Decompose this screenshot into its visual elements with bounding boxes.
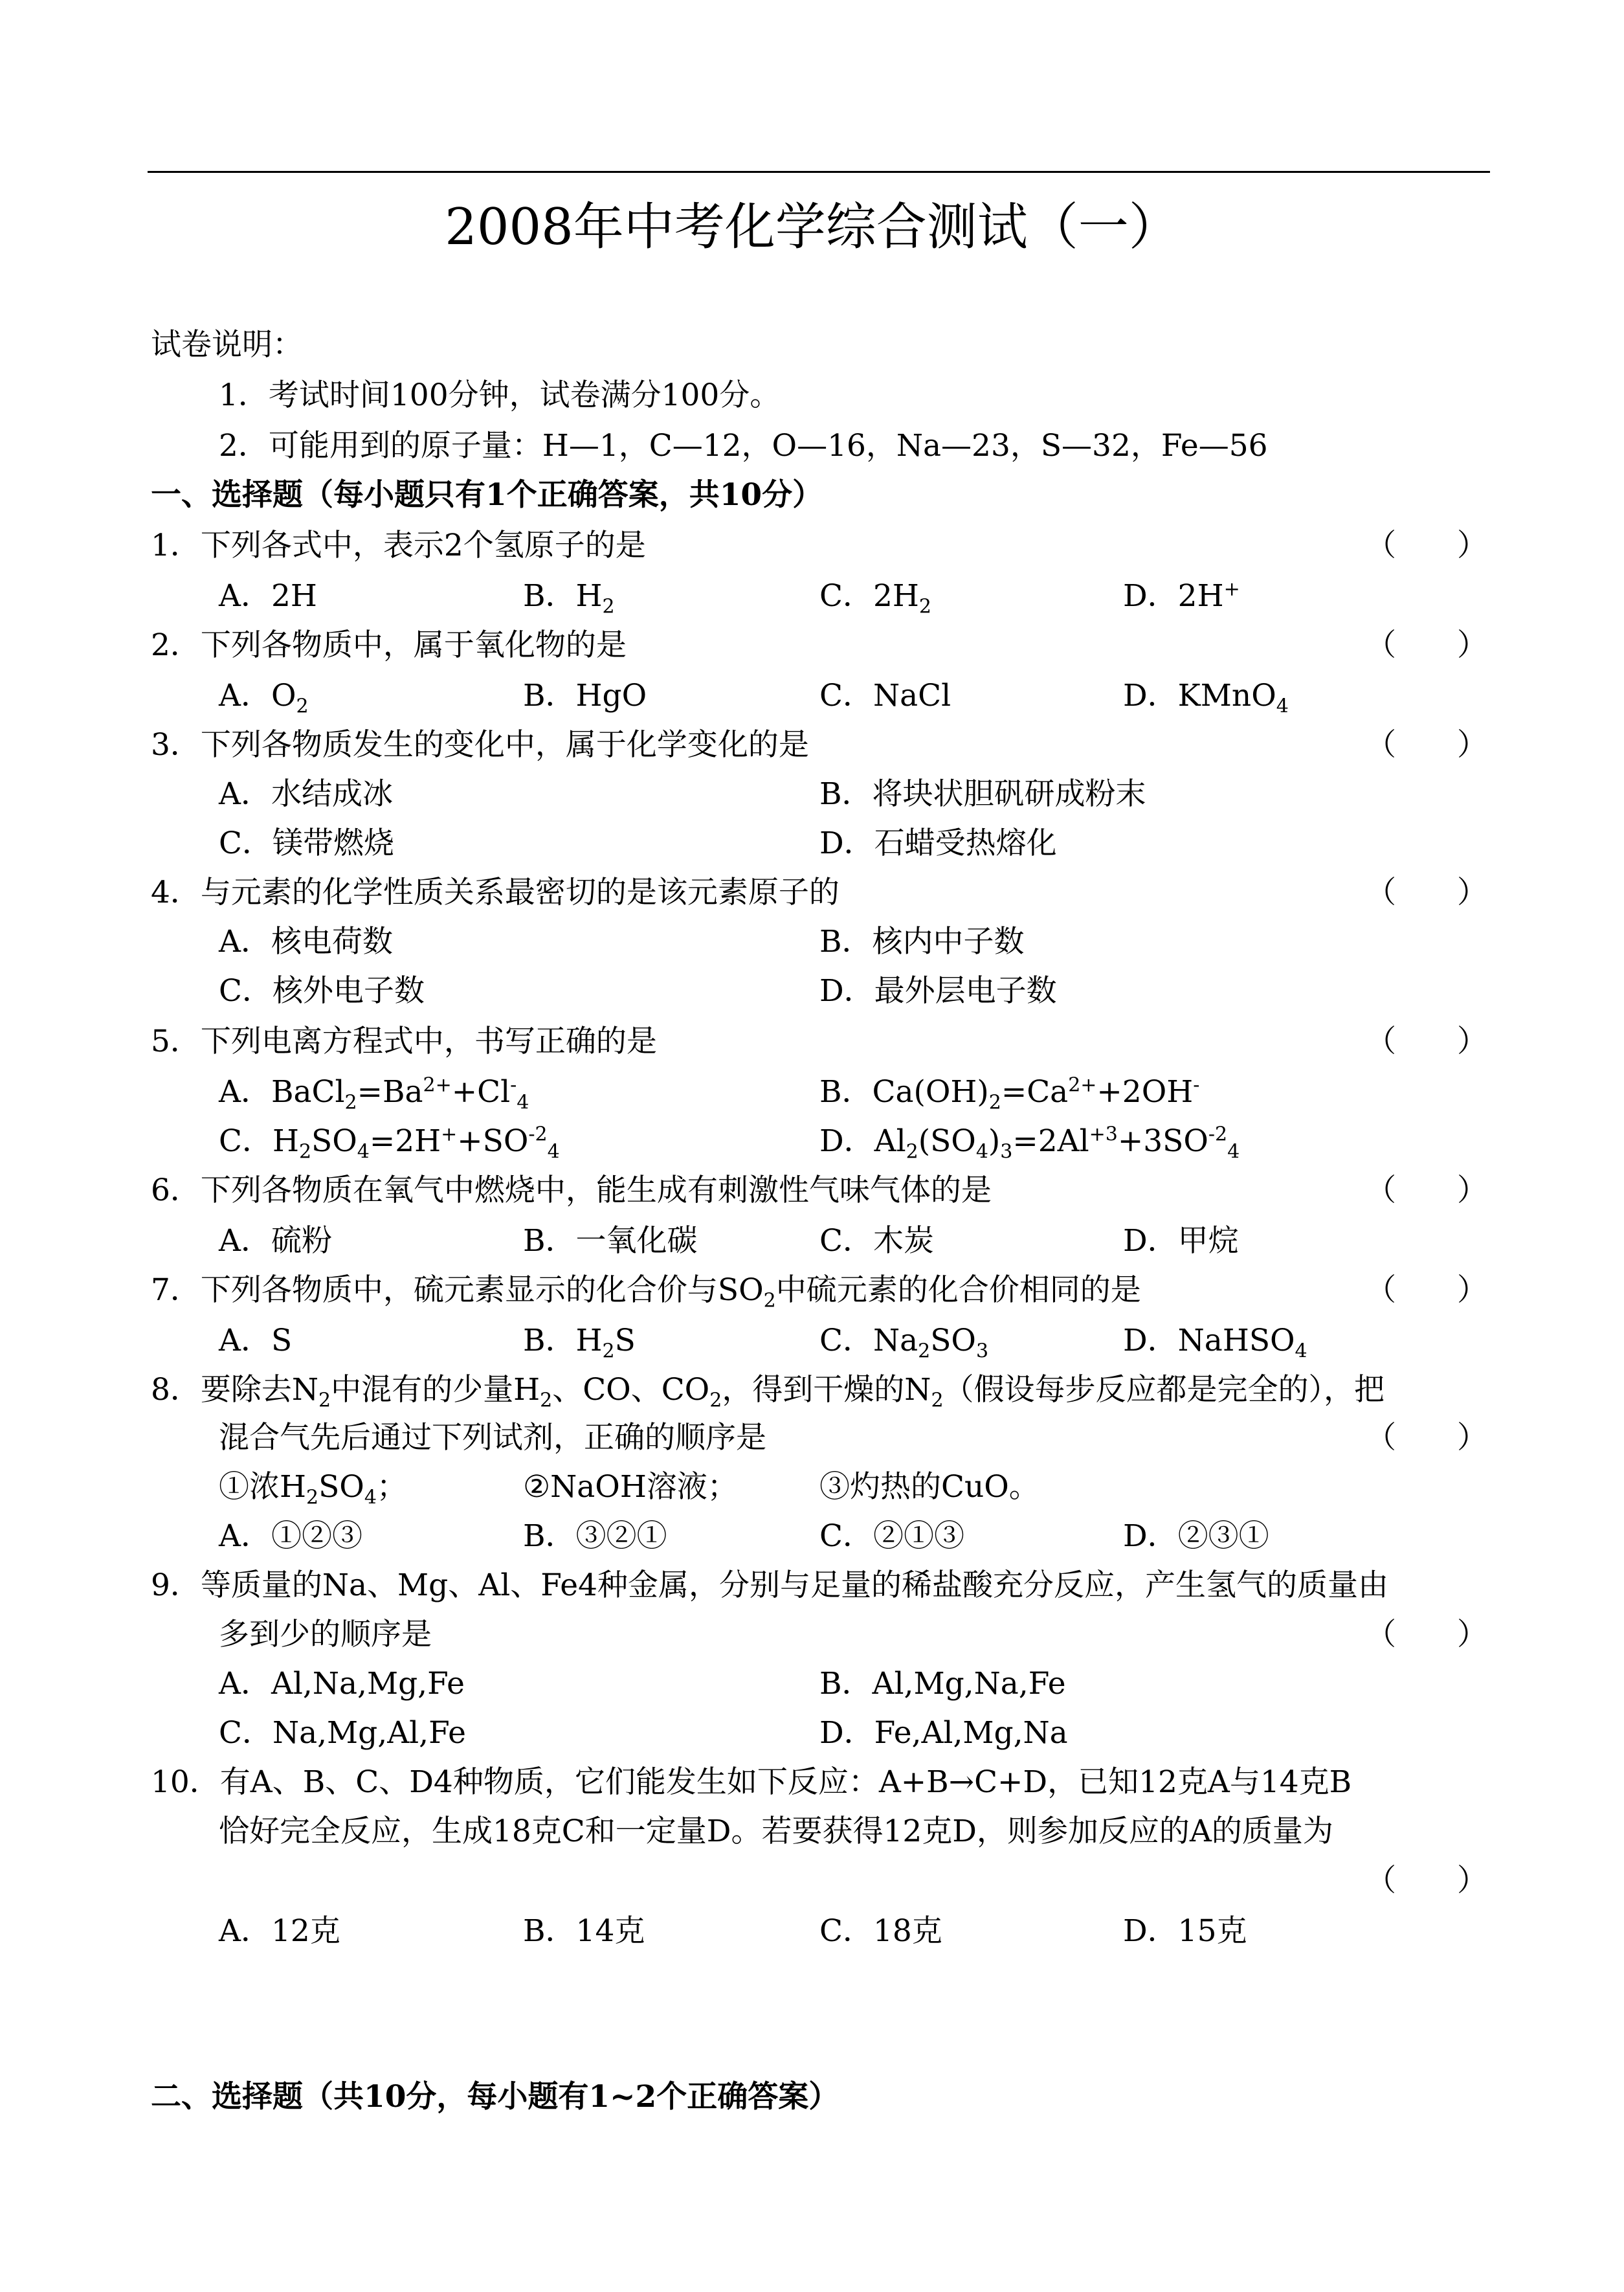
option: D．最外层电子数 — [819, 973, 1057, 1009]
option: B．③②① — [523, 1518, 667, 1554]
reagent: ③灼热的CuO。 — [819, 1469, 1040, 1505]
option: C．$Na_2SO_3$ — [819, 1323, 989, 1363]
answer-blank: （ ） — [1366, 727, 1487, 763]
option: A．水结成冰 — [219, 776, 393, 812]
option: B．HgO — [523, 678, 647, 713]
option: B．$H_2S$ — [523, 1323, 636, 1363]
question-stem: 2．下列各物质中，属于氧化物的是 — [151, 627, 627, 663]
question-stem-cont: 多到少的顺序是 — [219, 1617, 432, 1652]
option: C．Na,Mg,Al,Fe — [219, 1715, 466, 1751]
option: C．核外电子数 — [219, 973, 425, 1009]
answer-blank: （ ） — [1366, 1617, 1487, 1652]
option: A．Al,Na,Mg,Fe — [219, 1666, 465, 1702]
answer-blank: （ ） — [1366, 875, 1487, 910]
option: A．2H — [219, 578, 317, 614]
page-title: 2008年中考化学综合测试（一） — [445, 198, 1179, 256]
answer-blank: （ ） — [1366, 1024, 1487, 1059]
option: D．15克 — [1123, 1913, 1247, 1949]
question-stem: 1．下列各式中，表示2个氢原子的是 — [151, 528, 646, 563]
option: C．18克 — [819, 1913, 942, 1949]
question-stem: 6．下列各物质在氧气中燃烧中，能生成有刺激性气味气体的是 — [151, 1173, 992, 1208]
option: B．14克 — [523, 1913, 645, 1949]
option: D．甲烷 — [1123, 1223, 1239, 1259]
question-stem: 9．等质量的Na、Mg、Al、Fe4种金属，分别与足量的稀盐酸充分反应，产生氢气的质量由 — [151, 1567, 1388, 1603]
option: B．一氧化碳 — [523, 1223, 698, 1259]
option: C．$2H_2$ — [819, 578, 931, 618]
option: A．核电荷数 — [219, 924, 393, 960]
option: D．②③① — [1123, 1518, 1269, 1554]
reagent: ②NaOH溶液； — [523, 1469, 738, 1505]
answer-blank: （ ） — [1366, 1863, 1487, 1898]
option: A．①②③ — [219, 1518, 362, 1554]
option: B．$Ca(OH)_2=Ca^{2+}+2OH^-$ — [819, 1073, 1200, 1114]
option: B．$H_2$ — [523, 578, 615, 618]
instruction-item: 2．可能用到的原子量：H—1，C—12，O—16，Na—23，S—32，Fe—56 — [219, 428, 1268, 464]
instructions-heading: 试卷说明： — [151, 327, 303, 363]
question-stem-cont: 恰好完全反应，生成18克C和一定量D。若要获得12克D，则参加反应的A的质量为 — [219, 1814, 1333, 1849]
question-stem: 7．下列各物质中，硫元素显示的化合价与$SO_2$中硫元素的化合价相同的是 — [151, 1272, 1141, 1312]
option: C．木炭 — [819, 1223, 934, 1259]
section-heading: 一、选择题（每小题只有1个正确答案，共10分） — [151, 477, 823, 513]
answer-blank: （ ） — [1366, 1420, 1487, 1455]
section-heading: 二、选择题（共10分，每小题有1~2个正确答案） — [151, 2079, 840, 2115]
answer-blank: （ ） — [1366, 627, 1487, 663]
answer-blank: （ ） — [1366, 1272, 1487, 1308]
option: C．NaCl — [819, 678, 951, 713]
reagent: ①浓$H_2SO_4$； — [219, 1469, 407, 1509]
question-stem: 5．下列电离方程式中，书写正确的是 — [151, 1024, 657, 1059]
question-stem: 10．有A、B、C、D4种物质，它们能发生如下反应：A+B→C+D，已知12克A与14克B — [151, 1764, 1352, 1800]
question-stem: 8．要除去$N_2$中混有的少量$H_2$、CO、$CO_2$，得到干燥的$N_2$（假设每步反应都是完全的），把 — [151, 1372, 1385, 1412]
option: C．$H_2SO_4=2H^++SO^{-2}_4$ — [219, 1123, 560, 1163]
top-rule — [148, 171, 1490, 173]
option: A．$O_2$ — [219, 678, 309, 718]
question-stem-cont: 混合气先后通过下列试剂，正确的顺序是 — [219, 1420, 766, 1455]
option: C．镁带燃烧 — [219, 826, 394, 861]
question-stem: 3．下列各物质发生的变化中，属于化学变化的是 — [151, 727, 809, 763]
option: B．将块状胆矾研成粉末 — [819, 776, 1146, 812]
option: A．S — [219, 1323, 293, 1358]
option: B．Al,Mg,Na,Fe — [819, 1666, 1066, 1702]
option: D．$Al_2(SO_4)_3=2Al^{+3}+3SO^{-2}_4$ — [819, 1123, 1240, 1163]
option: C．②①③ — [819, 1518, 964, 1554]
option: D．2H+ — [1123, 578, 1240, 614]
option: A．$BaCl_2=Ba^{2+}+Cl^-_4$ — [219, 1073, 529, 1114]
answer-blank: （ ） — [1366, 528, 1487, 563]
option: D．Fe,Al,Mg,Na — [819, 1715, 1068, 1751]
answer-blank: （ ） — [1366, 1173, 1487, 1208]
option: A．硫粉 — [219, 1223, 332, 1259]
option: B．核内中子数 — [819, 924, 1025, 960]
option: D．NaHSO$_4$ — [1123, 1323, 1307, 1363]
option: A．12克 — [219, 1913, 340, 1949]
instruction-item: 1．考试时间100分钟，试卷满分100分。 — [219, 377, 781, 413]
option: D．KMnO$_4$ — [1123, 678, 1289, 718]
option: D．石蜡受热熔化 — [819, 826, 1057, 861]
question-stem: 4．与元素的化学性质关系最密切的是该元素原子的 — [151, 875, 840, 910]
